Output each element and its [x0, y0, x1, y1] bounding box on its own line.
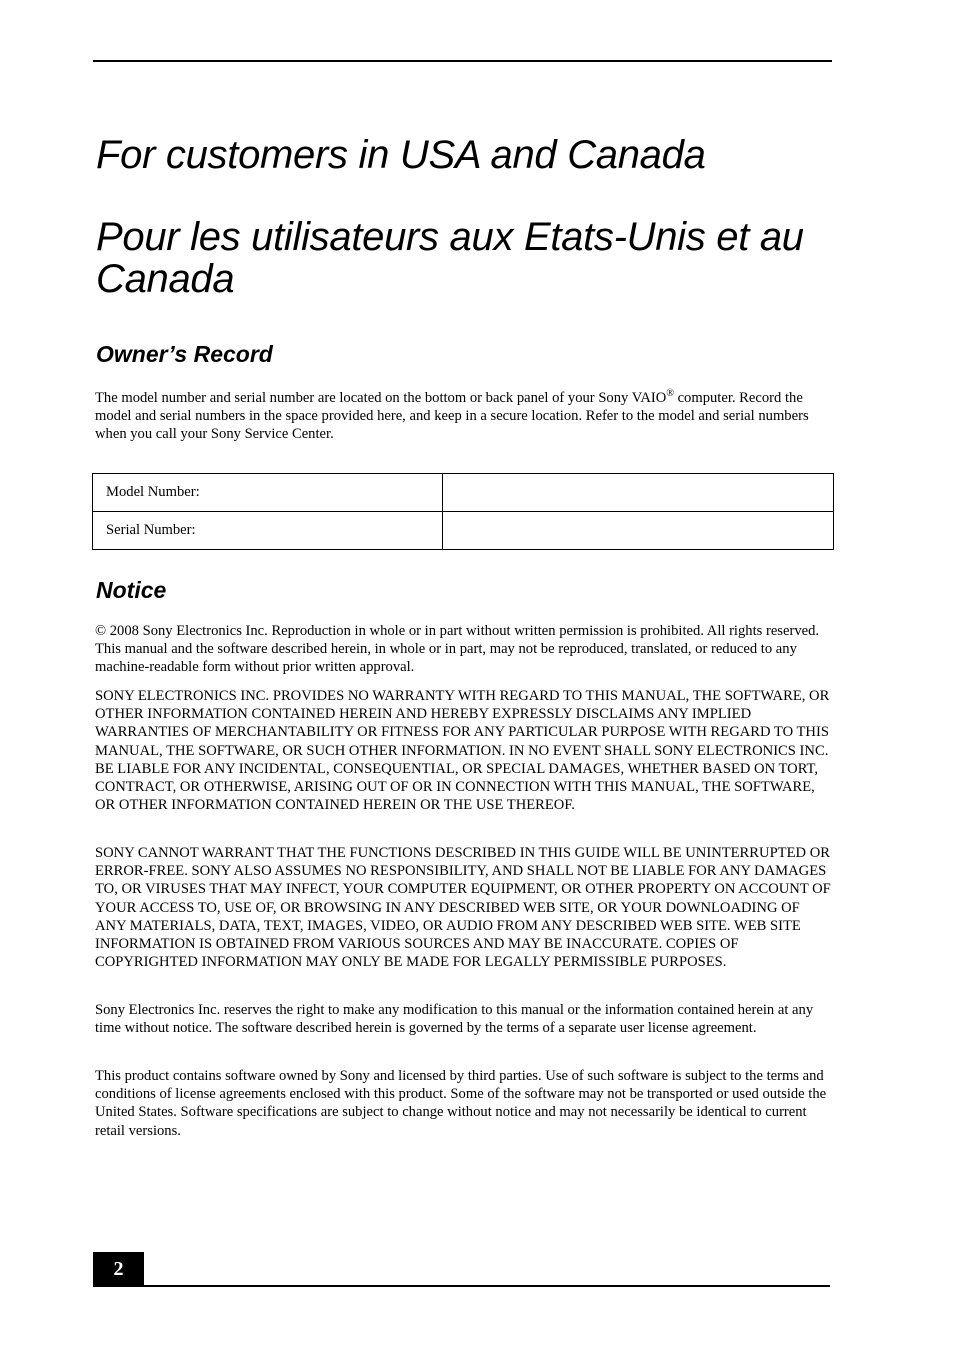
- notice-paragraph-liability: SONY CANNOT WARRANT THAT THE FUNCTIONS DESCRIBED IN THIS GUIDE WILL BE UNINTERRUPTED OR ERROR-FREE. SONY ALSO ASSUMES NO RESPONSIBILITY, AND SHALL NOT BE LIABLE FOR ANY DAMAGES TO, OR VIRUSES THAT MAY INFECT, YOUR COMPUTER EQUIPMENT, OR OTHER PROPERTY ON ACCOUNT OF YOUR ACCESS TO, USE OF, OR BROWSING IN ANY DESCRIBED WEB SITE, OR YOUR DOWNLOADING OF ANY MATERIALS, DATA, TEXT, IMAGES, VIDEO, OR AUDIO FROM ANY DESCRIBED WEB SITE. WEB SITE INFORMATION IS OBTAINED FROM VARIOUS SOURCES AND MAY BE INACCURATE. COPIES OF COPYRIGHTED INFORMATION MAY ONLY BE MADE FOR LEGALLY PERMISSIBLE PURPOSES.: [95, 845, 831, 971]
- model-number-row: [93, 474, 834, 512]
- page-title-french: Pour les utilisateurs aux Etats-Unis et au Canada: [96, 215, 804, 301]
- serial-number-field[interactable]: [443, 512, 834, 550]
- top-rule: [93, 60, 832, 62]
- notice-heading: Notice: [96, 577, 167, 603]
- bottom-rule: [93, 1285, 830, 1287]
- owners-record-intro-start: The model number and serial number are located on the bottom or back panel of your Sony VAIO: [95, 390, 667, 406]
- model-number-label: Model Number:: [93, 474, 443, 512]
- page-title-english: For customers in USA and Canada: [96, 133, 706, 177]
- owners-record-table: [92, 473, 834, 550]
- page-number: 2: [93, 1252, 144, 1287]
- model-number-field[interactable]: [443, 474, 834, 512]
- registered-mark: ®: [666, 388, 674, 400]
- notice-paragraph-copyright: © 2008 Sony Electronics Inc. Reproduction in whole or in part without written permission is prohibited. All rights reserved. This manual and the software described herein, in whole or in part, may not be reproduced, translated, or reduced to any machine-readable form without prior written approval.: [95, 623, 820, 676]
- owners-record-heading: Owner’s Record: [96, 341, 273, 367]
- serial-number-label: Serial Number:: [93, 512, 443, 550]
- owners-record-intro: [95, 389, 831, 444]
- notice-paragraph-third-party: This product contains software owned by Sony and licensed by third parties. Use of such software is subject to the terms and conditions of license agreements enclosed with this product. Some of the software may not be transported or used outside the United States. Software specifications are subject to change without notice and may not necessarily be identical to current retail versions.: [95, 1068, 827, 1139]
- owners-record-intro-end: computer. Record the model and serial numbers in the space provided here, and keep in a secure location. Refer to the model and serial numbers when you call your Sony Service Center.: [95, 390, 809, 443]
- notice-paragraph-modification: Sony Electronics Inc. reserves the right to make any modification to this manual or the information contained herein at any time without notice. The software described herein is governed by the terms of a separate user license agreement.: [95, 1002, 814, 1037]
- serial-number-row: [93, 512, 834, 550]
- notice-paragraph-warranty: SONY ELECTRONICS INC. PROVIDES NO WARRANTY WITH REGARD TO THIS MANUAL, THE SOFTWARE, OR OTHER INFORMATION CONTAINED HEREIN AND HEREBY EXPRESSLY DISCLAIMS ANY IMPLIED WARRANTIES OF MERCHANTABILITY OR FITNESS FOR ANY PARTICULAR PURPOSE WITH REGARD TO THIS MANUAL, THE SOFTWARE, OR SUCH OTHER INFORMATION. IN NO EVENT SHALL SONY ELECTRONICS INC. BE LIABLE FOR ANY INCIDENTAL, CONSEQUENTIAL, OR SPECIAL DAMAGES, WHETHER BASED ON TORT, CONTRACT, OR OTHERWISE, ARISING OUT OF OR IN CONNECTION WITH THIS MANUAL, THE SOFTWARE, OR OTHER INFORMATION CONTAINED HEREIN OR THE USE THEREOF.: [95, 688, 830, 814]
